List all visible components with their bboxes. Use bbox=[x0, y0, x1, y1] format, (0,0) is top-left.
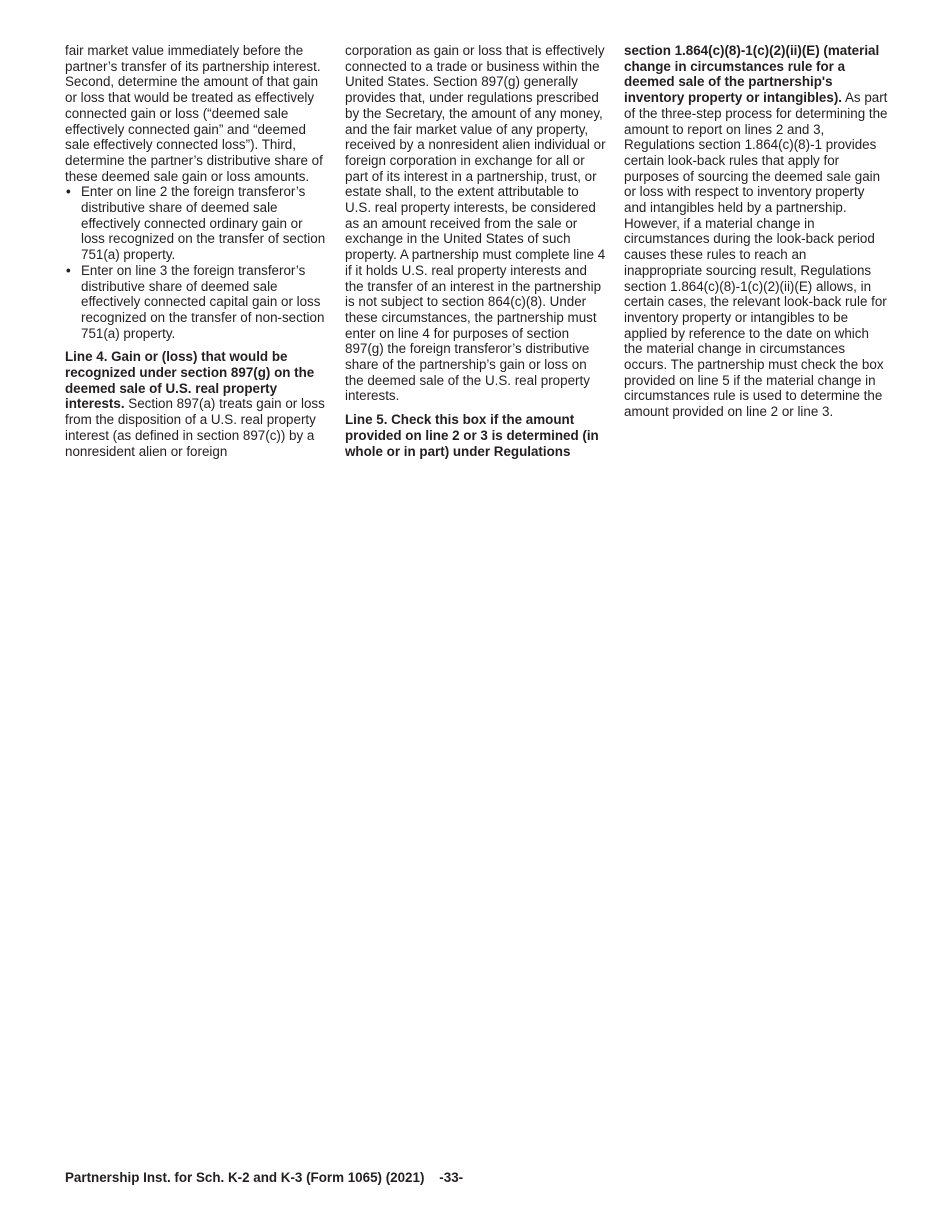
bullet-text: Enter on line 3 the foreign transferor’s distributive share of deemed sale effectively connected capital gain or loss recognized on the transfer of non-section 751(a) property. bbox=[81, 262, 325, 341]
bullet-item-line3 bbox=[65, 263, 327, 342]
footer-title: Partnership Inst. for Sch. K-2 and K-3 (Form 1065) (2021) bbox=[65, 1170, 425, 1185]
text-column-1 bbox=[65, 43, 327, 459]
page-number: -33- bbox=[439, 1170, 464, 1185]
paragraph-section-897g: corporation as gain or loss that is effectively connected to a trade or business within the United States. Section 897(g) generally provides that, under regulations prescribed by the Secretary, the amount of any money, and the fair market value of any property, received by a nonresident alien individual or foreign corporation in exchange for all or part of its interest in a partnership, trust, or estate shall, to the extent attributable to U.S. real property interests, be considered as an amount received from the sale or exchange in the United States of such property. A partnership must complete line 4 if it holds U.S. real property interests and the transfer of an interest in the partnership is not subject to section 864(c)(8). Under these circumstances, the partnership must enter on line 4 for purposes of section 897(g) the foreign transferor’s distributive share of the partnership’s gain or loss on the deemed sale of the U.S. real property interests. bbox=[345, 43, 606, 404]
bullet-icon: • bbox=[66, 262, 71, 278]
text-column-2 bbox=[345, 43, 607, 459]
bullet-icon: • bbox=[66, 184, 71, 200]
line5-heading: Line 5. Check this box if the amount provided on line 2 or 3 is determined (in whole or in part) under Regulations bbox=[345, 412, 599, 459]
line4-heading: Line 4. Gain or (loss) that would be recognized under section 897(g) on the deemed sale of U.S. real property interests. bbox=[65, 349, 315, 412]
page-footer bbox=[65, 1170, 463, 1186]
text-column-3 bbox=[624, 43, 888, 420]
line4-text: Section 897(a) treats gain or loss from the disposition of a U.S. real property interest (as defined in section 897(c)) by a nonresident alien or foreign bbox=[65, 396, 325, 459]
material-change-text: As part of the three-step process for determining the amount to report on lines 2 and 3, Regulations section 1.864(c)(8)-1 provides certain look-back rules that apply for purposes of sourcing the deemed sale gain or loss with respect to inventory property and intangibles held by a partnership. However, if a material change in circumstances during the look-back period causes these rules to reach an inappropriate sourcing result, Regulations section 1.864(c)(8)-1(c)(2)(ii)(E) allows, in certain cases, the relevant look-back rule for inventory property or intangibles to be applied by reference to the date on which the material change in circumstances occurs. The partnership must check the box provided on line 5 if the material change in circumstances rule is used to determine the amount provided on line 2 or line 3. bbox=[624, 90, 888, 420]
bullet-text: Enter on line 2 the foreign transferor’s distributive share of deemed sale effectively connected ordinary gain or loss recognized on the transfer of section 751(a) property. bbox=[81, 184, 326, 263]
paragraph-line4 bbox=[65, 349, 327, 459]
paragraph-intro: fair market value immediately before the partner’s transfer of its partnership interest. Second, determine the amount of that gain or loss that would be treated as effectively connected gain or loss (“deemed sale effectively connected gain” and “deemed sale effectively connected loss”). Third, determine the partner’s distributive share of these deemed sale gain or loss amounts. bbox=[65, 43, 323, 184]
paragraph-material-change bbox=[624, 43, 888, 420]
bullet-item-line2 bbox=[65, 184, 327, 263]
line5-heading-continued: section 1.864(c)(8)-1(c)(2)(ii)(E) (material change in circumstances rule for a deemed sale of the partnership's inventory property or intangibles). bbox=[624, 43, 880, 106]
